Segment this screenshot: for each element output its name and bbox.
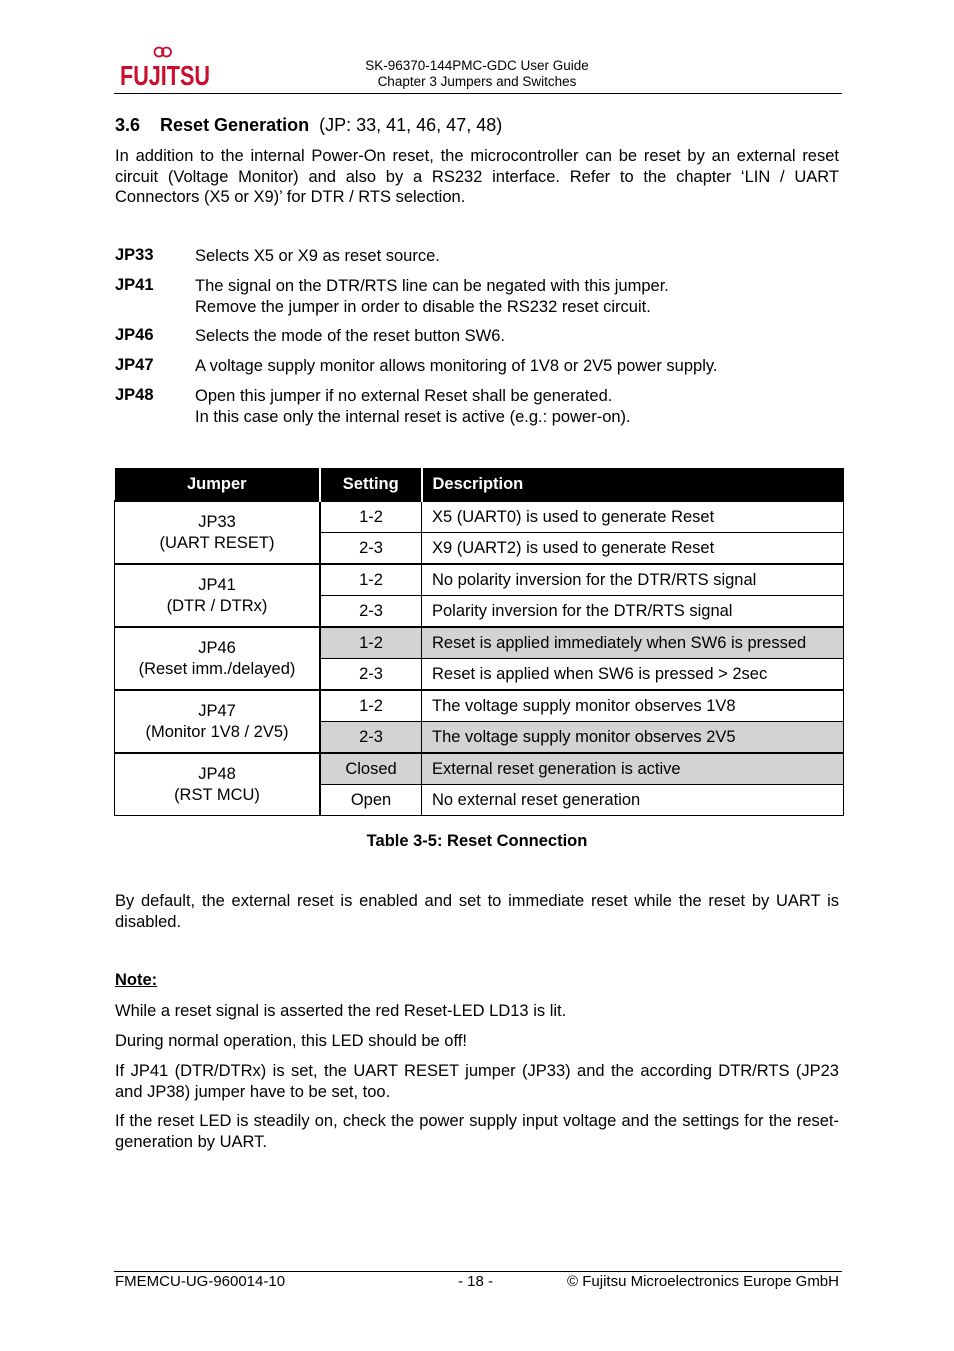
jumper-name: JP46: [198, 639, 236, 657]
description-cell-default: Reset is applied immediately when SW6 is pressed: [422, 627, 844, 659]
footer-rule: [114, 1271, 842, 1272]
jumper-cell: [115, 564, 321, 627]
fujitsu-logo: [118, 44, 218, 91]
description-cell-default: External reset generation is active: [422, 753, 844, 785]
default-setting-paragraph: By default, the external reset is enabled and set to immediate reset while the reset by UART is disabled.: [115, 892, 839, 931]
jumper-label: JP48: [115, 386, 154, 404]
description-cell: Reset is applied when SW6 is pressed > 2sec: [422, 659, 844, 691]
jumper-line: A voltage supply monitor allows monitoring of 1V8 or 2V5 power supply.: [195, 357, 718, 375]
note-paragraph: While a reset signal is asserted the red Reset-LED LD13 is lit.: [115, 1002, 567, 1020]
table-caption: Table 3-5: Reset Connection: [366, 832, 588, 850]
reset-connection-table: [114, 468, 844, 816]
table-row: [115, 501, 844, 533]
table-header-row: [115, 468, 844, 501]
header-rule: [114, 93, 842, 94]
jumper-name: JP47: [198, 702, 236, 720]
section-number: 3.6: [115, 115, 141, 135]
setting-cell: 1-2: [320, 564, 422, 596]
note-heading: Note:: [115, 971, 158, 989]
jumper-description: [195, 326, 505, 347]
column-header-setting: Setting: [320, 468, 422, 501]
jumper-label: JP41: [115, 276, 154, 294]
jumper-label: JP47: [115, 356, 154, 374]
section-title: Reset Generation: [160, 115, 310, 135]
jumper-label: JP33: [115, 246, 154, 264]
section-subtitle: (JP: 33, 41, 46, 47, 48): [319, 115, 503, 135]
column-header-jumper: Jumper: [115, 468, 321, 501]
note-paragraph: If the reset LED is steadily on, check the power supply input voltage and the settings for the reset-generation by UART.: [115, 1112, 839, 1151]
jumper-function: (Reset imm./delayed): [138, 659, 296, 678]
setting-cell: Open: [320, 785, 422, 816]
jumper-cell: [115, 501, 321, 564]
setting-cell: 1-2: [320, 690, 422, 722]
setting-cell-default: 2-3: [320, 722, 422, 754]
description-cell: X9 (UART2) is used to generate Reset: [422, 533, 844, 565]
copyright: © Fujitsu Microelectronics Europe GmbH: [567, 1273, 839, 1290]
chapter-title: Chapter 3 Jumpers and Switches: [377, 74, 577, 89]
table-row: [115, 753, 844, 785]
description-cell: No external reset generation: [422, 785, 844, 816]
setting-cell-default: Closed: [320, 753, 422, 785]
description-cell: Polarity inversion for the DTR/RTS signal: [422, 596, 844, 628]
jumper-function: (RST MCU): [174, 785, 260, 804]
note-paragraph: If JP41 (DTR/DTRx) is set, the UART RESET jumper (JP33) and the according DTR/RTS (JP23 and JP38) jumper have to be set, too.: [115, 1062, 839, 1101]
page-header: [300, 58, 654, 90]
setting-cell: 2-3: [320, 659, 422, 691]
page-number: - 18 -: [458, 1273, 494, 1290]
jumper-line: In this case only the internal reset is active (e.g.: power-on).: [195, 407, 631, 426]
column-header-description: Description: [422, 468, 844, 501]
description-cell: No polarity inversion for the DTR/RTS signal: [422, 564, 844, 596]
jumper-label: JP46: [115, 326, 154, 344]
setting-cell: 1-2: [320, 501, 422, 533]
jumper-name: JP48: [198, 765, 236, 783]
jumper-line: The signal on the DTR/RTS line can be negated with this jumper.: [195, 277, 669, 295]
document-id: FMEMCU-UG-960014-10: [115, 1273, 286, 1290]
jumper-description: [195, 386, 631, 427]
jumper-name: JP41: [198, 576, 236, 594]
jumper-name: JP33: [198, 513, 236, 531]
intro-paragraph: In addition to the internal Power-On reset, the microcontroller can be reset by an external reset circuit (Voltage Monitor) and also by a RS232 interface. Refer to the chapter ‘LIN / UART Connectors (X5 or X9)’ for DTR / RTS selection.: [115, 147, 839, 206]
note-paragraph: During normal operation, this LED should be off!: [115, 1032, 467, 1050]
setting-cell: 2-3: [320, 596, 422, 628]
setting-cell-default: 1-2: [320, 627, 422, 659]
table-row: [115, 690, 844, 722]
table-row: [115, 564, 844, 596]
logo-wordmark: FUJITSU: [120, 60, 210, 91]
setting-cell: 2-3: [320, 533, 422, 565]
jumper-function: (DTR / DTRx): [166, 596, 268, 615]
description-cell: X5 (UART0) is used to generate Reset: [422, 501, 844, 533]
jumper-function: (UART RESET): [159, 533, 275, 552]
jumper-line: Open this jumper if no external Reset shall be generated.: [195, 387, 613, 405]
table-row: [115, 627, 844, 659]
jumper-description: [195, 356, 717, 377]
jumper-description: [195, 246, 440, 267]
jumper-cell: [115, 753, 321, 816]
jumper-line: Selects X5 or X9 as reset source.: [195, 247, 440, 265]
description-cell: The voltage supply monitor observes 1V8: [422, 690, 844, 722]
description-cell-default: The voltage supply monitor observes 2V5: [422, 722, 844, 754]
jumper-line: Remove the jumper in order to disable the RS232 reset circuit.: [195, 297, 651, 316]
jumper-cell: [115, 627, 321, 690]
jumper-line: Selects the mode of the reset button SW6.: [195, 327, 506, 345]
jumper-function: (Monitor 1V8 / 2V5): [145, 722, 289, 741]
doc-title: SK-96370-144PMC-GDC User Guide: [365, 58, 589, 73]
jumper-cell: [115, 690, 321, 753]
jumper-description: [195, 276, 669, 317]
section-heading: [115, 115, 502, 136]
